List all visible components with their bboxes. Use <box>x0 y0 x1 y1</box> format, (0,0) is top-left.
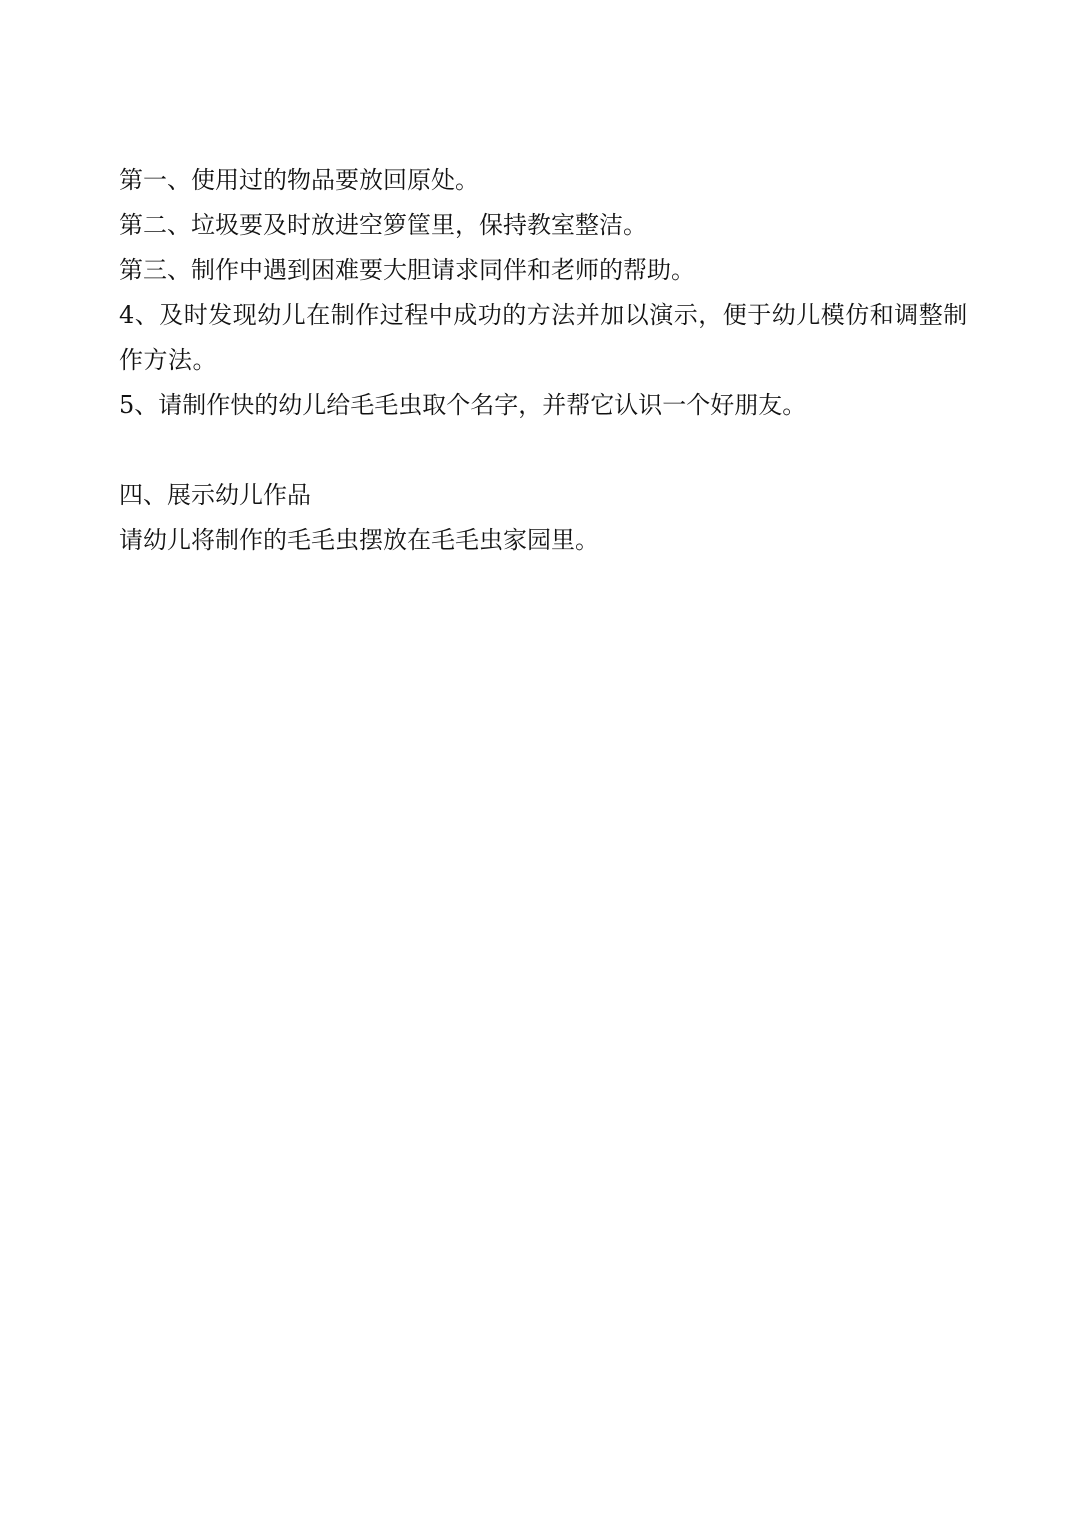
step-item-5: 5、请制作快的幼儿给毛毛虫取个名字，并帮它认识一个好朋友。 <box>119 391 807 419</box>
section-heading: 四、展示幼儿作品 <box>119 481 311 509</box>
step-item-4: 4、及时发现幼儿在制作过程中成功的方法并加以演示，便于幼儿模仿和调整制作方法。 <box>119 301 968 374</box>
rule-item-3: 第三、制作中遇到困难要大胆请求同伴和老师的帮助。 <box>119 256 695 284</box>
section-body: 请幼儿将制作的毛毛虫摆放在毛毛虫家园里。 <box>119 526 599 554</box>
paragraph-spacer <box>119 428 974 473</box>
document-body <box>119 158 974 563</box>
rule-item-2: 第二、垃圾要及时放进空箩筐里，保持教室整洁。 <box>119 211 647 239</box>
rule-item-1: 第一、使用过的物品要放回原处。 <box>119 166 479 194</box>
